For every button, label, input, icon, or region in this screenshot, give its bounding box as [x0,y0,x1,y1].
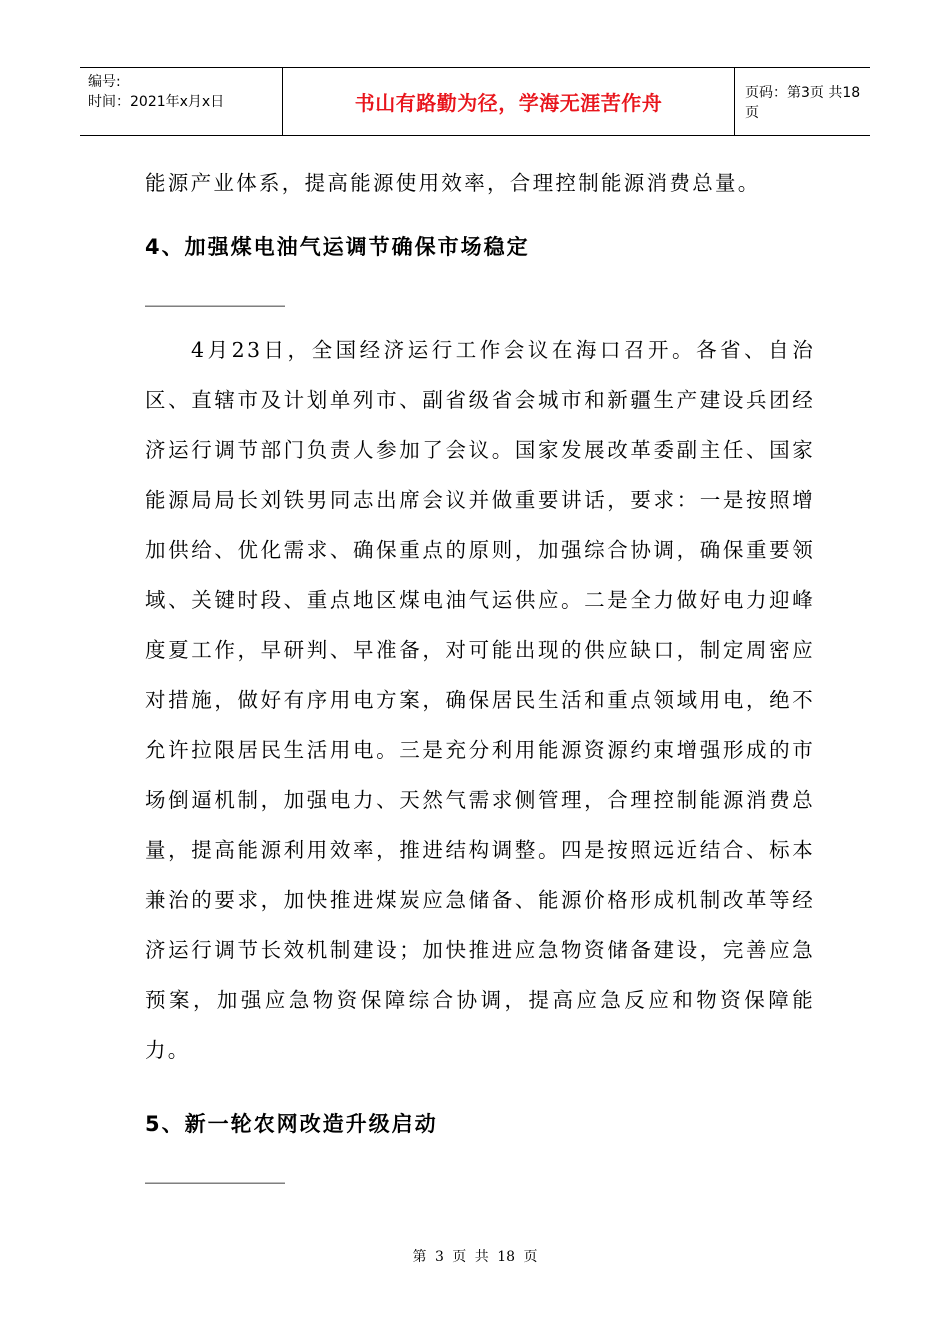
section-4-heading: 4、加强煤电油气运调节确保市场稳定 [145,235,530,259]
page-header [80,67,870,136]
page-footer: 第 3 页 共 18 页 [412,1249,538,1265]
header-meta [80,68,283,135]
section-5-heading: 5、新一轮农网改造升级启动 [145,1112,438,1136]
section-4-paragraph: 4月23日，全国经济运行工作会议在海口召开。各省、自治区、直辖市及计划单列市、副省级省会城市和新疆生产建设兵团经济运行调节部门负责人参加了会议。国家发展改革委副主任、国家能源局局长刘铁男同志出席会议并做重要讲话，要求：一是按照增加供给、优化需求、确保重点的原则，加强综合协调，确保重要领域、关键时段、重点地区煤电油气运供应。二是全力做好电力迎峰度夏工作，早研判、早准备，对可能出现的供应缺口，制定周密应对措施，做好有序用电方案，确保居民生活和重点领域用电，绝不允许拉限居民生活用电。三是充分利用能源资源约束增强形成的市场倒逼机制，加强电力、天然气需求侧管理，合理控制能源消费总量，提高能源利用效率，推进结构调整。四是按照远近结合、标本兼治的要求，加快推进煤炭应急储备、能源价格形成机制改革等经济运行调节长效机制建设；加快推进应急物资储备建设，完善应急预案，加强应急物资保障综合协调，提高应急反应和物资保障能力。 [145,338,815,1062]
header-motto: 书山有路勤为径，学海无涯苦作舟 [283,68,735,135]
header-page-info: 页码：第3页 共18页 [745,84,861,121]
intro-paragraph: 能源产业体系，提高能源使用效率，合理控制能源消费总量。 [145,171,761,195]
document-number-label: 编号: [88,74,121,90]
section-4-rule: ______________ [145,283,285,307]
document-date-label: 时间：2021年x月x日 [88,94,225,110]
section-5-rule: ______________ [145,1160,285,1184]
document-body [145,160,815,1182]
